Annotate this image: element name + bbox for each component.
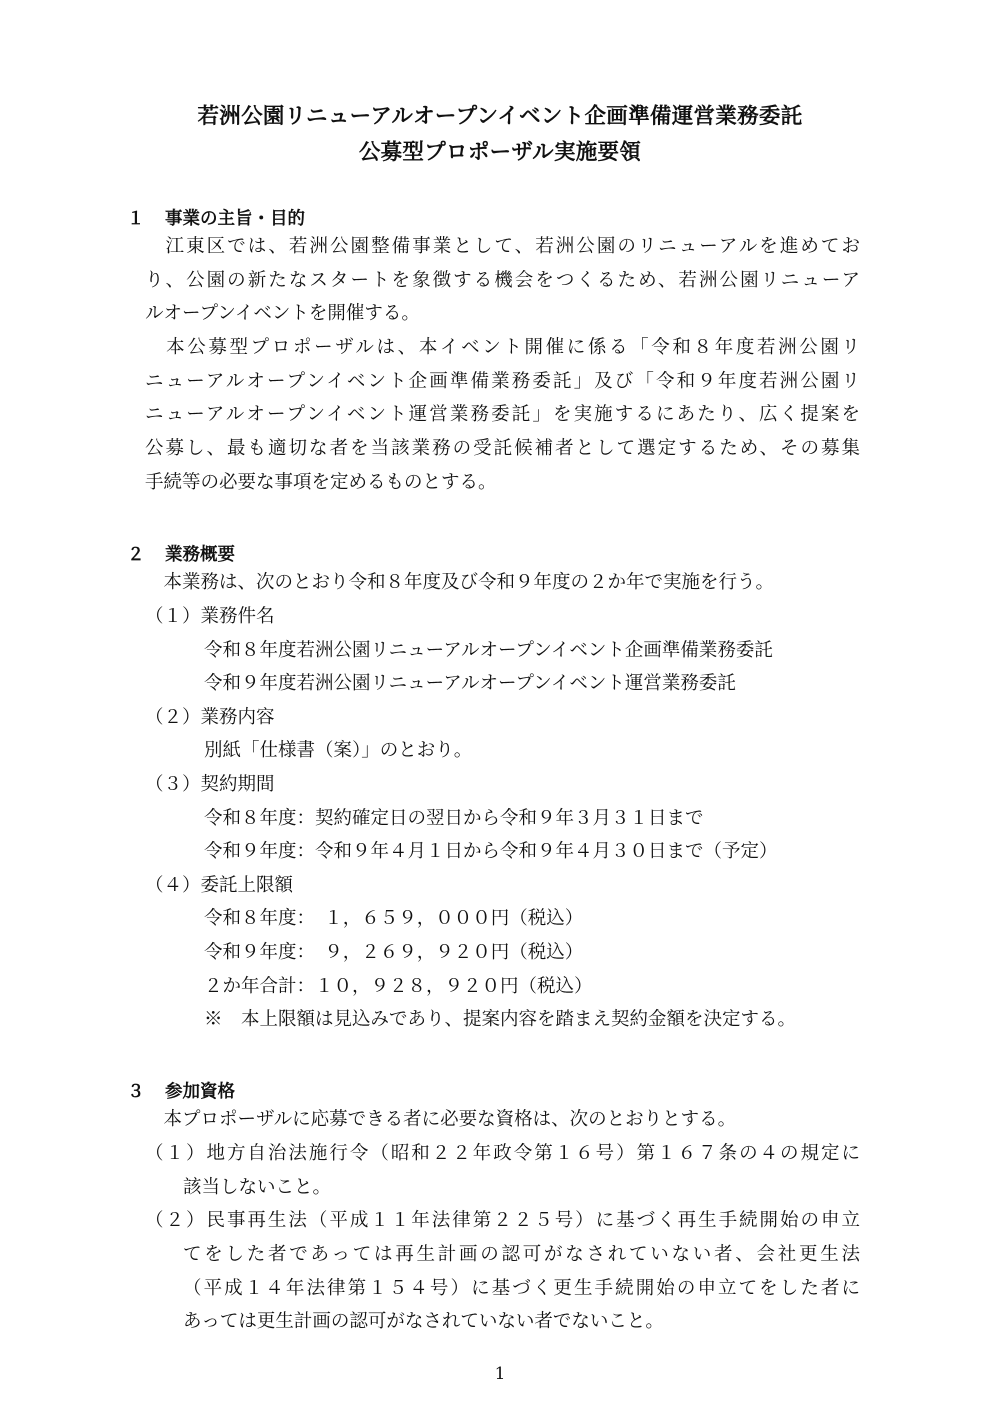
- document-title-line-2: 公募型プロポーザル実施要領: [358, 140, 642, 165]
- section-2-item-1-line: 令和８年度若洲公園リニューアルオープンイベント企画準備業務委託: [204, 640, 773, 661]
- page-number: 1: [494, 1364, 506, 1384]
- section-2-intro: 本業務は、次のとおり令和８年度及び令和９年度の２か年で実施を行う。: [145, 572, 775, 593]
- section-3-heading: [127, 1078, 235, 1103]
- section-1-title: 事業の主旨・目的: [165, 209, 305, 229]
- section-3-item-2-line: （２）民事再生法（平成１１年法律第２２５号）に基づく再生手続開始の申立: [145, 1210, 860, 1231]
- section-2-item-4-line: ２か年合計：１０，９２８，９２０円（税込）: [204, 976, 593, 997]
- section-2-item-3-label: （３）契約期間: [145, 774, 275, 795]
- section-3-item-2-line: てをした者であっては再生計画の認可がなされていない者、会社更生法: [183, 1244, 860, 1265]
- section-2-item-3-line: 令和８年度：契約確定日の翌日から令和９年３月３１日まで: [204, 808, 704, 829]
- section-2-item-4-line: 令和９年度： ９，２６９，９２０円（税込）: [204, 942, 584, 963]
- section-3-title: 参加資格: [165, 1082, 235, 1102]
- section-1-paragraph-line: り、公園の新たなスタートを象徴する機会をつくるため、若洲公園リニューア: [145, 270, 860, 291]
- section-3-item-2-line: （平成１４年法律第１５４号）に基づく更生手続開始の申立てをした者に: [183, 1278, 860, 1299]
- section-2-item-1-label: （１）業務件名: [145, 606, 275, 627]
- section-2-item-2-label: （２）業務内容: [145, 707, 275, 728]
- section-1-heading: [127, 205, 305, 230]
- section-1-number: １: [127, 209, 145, 229]
- section-1-paragraph-line: 公募し、最も適切な者を当該業務の受託候補者として選定するため、その募集: [145, 438, 860, 459]
- section-1-paragraph-line: ニューアルオープンイベント運営業務委託」を実施するにあたり、広く提案を: [145, 404, 860, 425]
- section-2-item-4-note: ※ 本上限額は見込みであり、提案内容を踏まえ契約金額を決定する。: [204, 1009, 797, 1030]
- document-title-line-1: 若洲公園リニューアルオープンイベント企画準備運営業務委託: [197, 104, 803, 129]
- section-1-paragraph-line: ルオープンイベントを開催する。: [145, 303, 420, 324]
- section-2-heading: [127, 541, 235, 566]
- section-1-paragraph-line: ニューアルオープンイベント企画準備業務委託」及び「令和９年度若洲公園リ: [145, 371, 860, 392]
- section-2-number: ２: [127, 545, 145, 565]
- section-1-paragraph-line: 手続等の必要な事項を定めるものとする。: [145, 472, 497, 493]
- section-2-item-2-line: 別紙「仕様書（案）」のとおり。: [204, 740, 473, 761]
- section-2-item-4-label: （４）委託上限額: [145, 875, 294, 896]
- section-3-intro: 本プロポーザルに応募できる者に必要な資格は、次のとおりとする。: [145, 1109, 737, 1130]
- section-2-item-1-line: 令和９年度若洲公園リニューアルオープンイベント運営業務委託: [204, 673, 736, 694]
- section-3-item-1-line: （１）地方自治法施行令（昭和２２年政令第１６号）第１６７条の４の規定に: [145, 1143, 860, 1164]
- section-3-number: ３: [127, 1082, 145, 1102]
- section-2-item-3-line: 令和９年度：令和９年４月１日から令和９年４月３０日まで（予定）: [204, 841, 778, 862]
- section-1-paragraph-line: 本公募型プロポーザルは、本イベント開催に係る「令和８年度若洲公園リ: [145, 337, 860, 358]
- section-3-item-1-line: 該当しないこと。: [183, 1177, 332, 1198]
- section-1-paragraph-line: 江東区では、若洲公園整備事業として、若洲公園のリニューアルを進めてお: [145, 236, 860, 257]
- section-2-item-4-line: 令和８年度： １，６５９，０００円（税込）: [204, 908, 584, 929]
- section-2-title: 業務概要: [165, 545, 235, 565]
- section-3-item-2-line: あっては更生計画の認可がなされていない者でないこと。: [183, 1311, 664, 1332]
